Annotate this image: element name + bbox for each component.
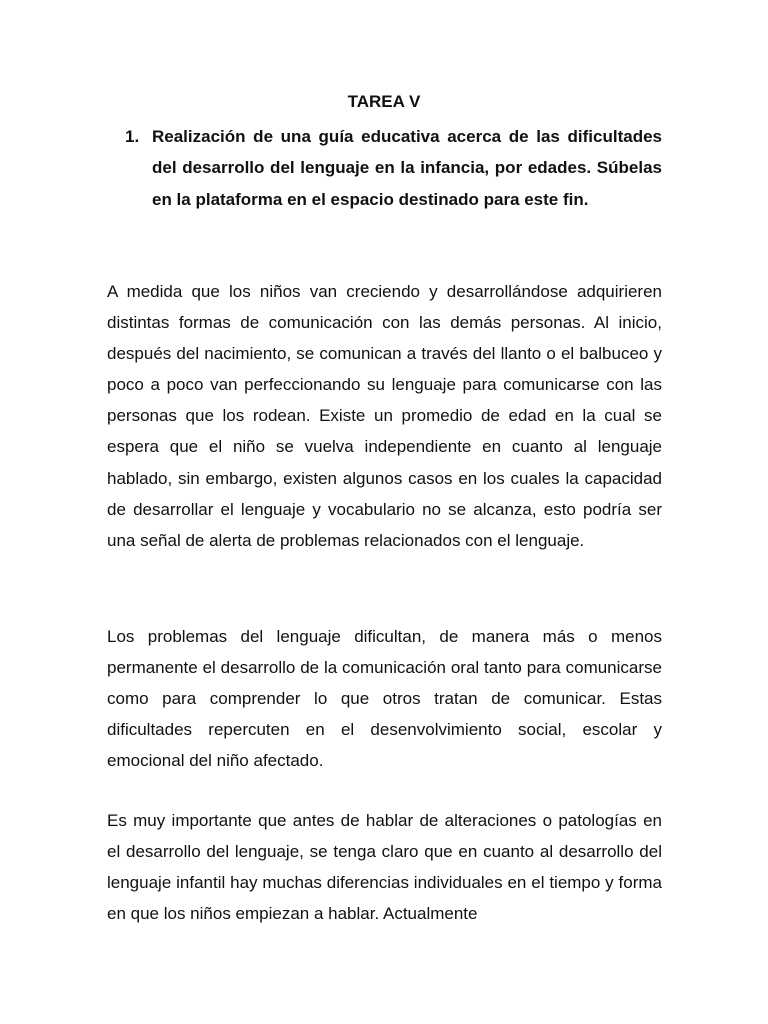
task-number: 1. bbox=[125, 127, 140, 146]
paragraph-3: Es muy importante que antes de hablar de alteraciones o patologías en el desarrollo del lenguaje, se tenga claro que en cuanto al desarrollo del lenguaje infantil hay muchas diferencias individuales en el tiempo y forma en que los niños empiezan a hablar. Actualmente bbox=[107, 811, 662, 924]
page-title: TAREA V bbox=[347, 92, 421, 111]
paragraph-1: A medida que los niños van creciendo y desarrollándose adquirieren distintas formas de comunicación con las demás personas. Al inicio, después del nacimiento, se comunican a través del llanto o el balbuceo y poco a poco van perfeccionando su lenguaje para comunicarse con las personas que los rodean. Existe un promedio de edad en la cual se espera que el niño se vuelva independiente en cuanto al lenguaje hablado, sin embargo, existen algunos casos en los cuales la capacidad de desarrollar el lenguaje y vocabulario no se alcanza, esto podría ser una señal de alerta de problemas relacionados con el lenguaje. bbox=[107, 282, 662, 550]
paragraph-2: Los problemas del lenguaje dificultan, de manera más o menos permanente el desarrollo de la comunicación oral tanto para comunicarse como para comprender lo que otros tratan de comunicar. Estas dificultades repercuten en el desenvolvimiento social, escolar y emocional del niño afectado. bbox=[107, 627, 662, 771]
task-text: Realización de una guía educativa acerca de las dificultades del desarrollo del lenguaje en la infancia, por edades. Súbelas en la plataforma en el espacio destinado para este fin. bbox=[152, 127, 662, 209]
task-item bbox=[125, 121, 662, 215]
